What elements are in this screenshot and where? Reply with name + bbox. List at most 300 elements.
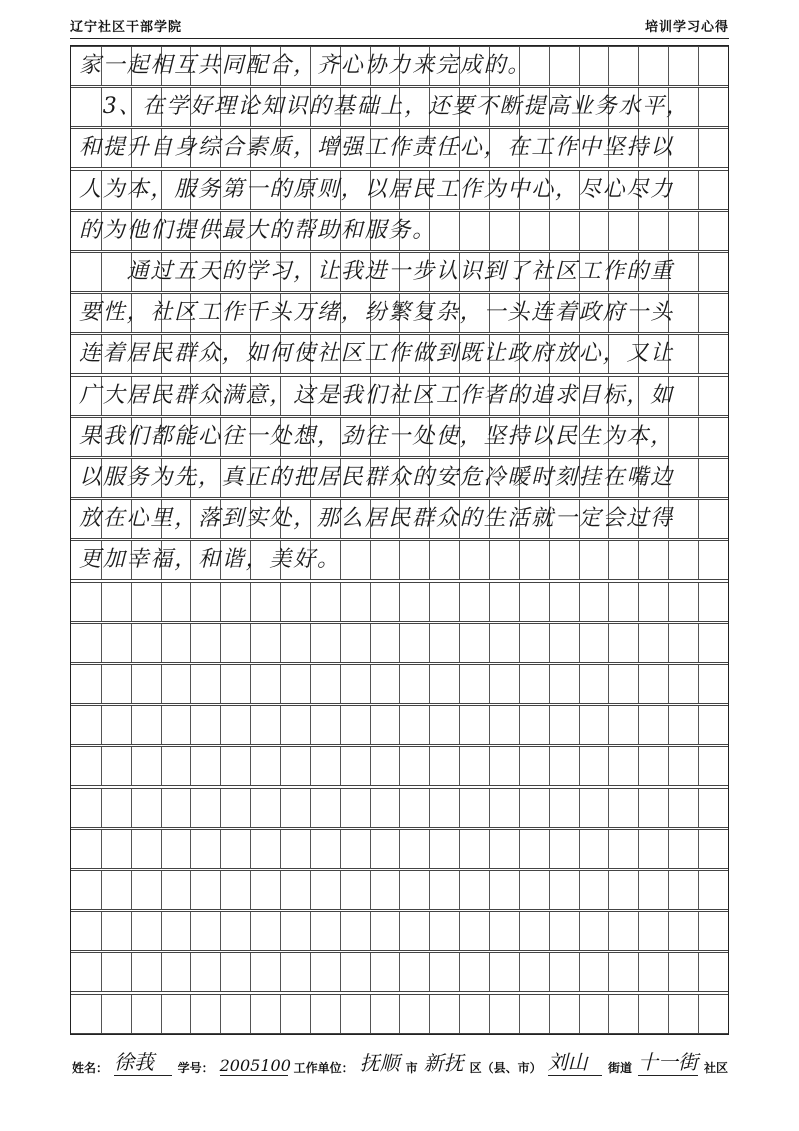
grid-cell	[340, 541, 370, 579]
grid-cell	[519, 871, 549, 909]
grid-cell	[549, 706, 579, 744]
grid-cell	[579, 47, 609, 85]
grid-cell	[429, 541, 459, 579]
grid-cell	[220, 706, 250, 744]
grid-cell	[71, 624, 101, 662]
grid-cell	[489, 665, 519, 703]
grid-cell	[698, 294, 728, 332]
handwritten-line: 通过五天的学习，让我进一步认识到了社区工作的重	[79, 259, 675, 284]
grid-cell	[370, 665, 400, 703]
grid-cell	[579, 789, 609, 827]
grid-cell	[429, 871, 459, 909]
grid-cell	[340, 871, 370, 909]
grid-cell	[310, 789, 340, 827]
grid-cell	[399, 706, 429, 744]
grid-cell	[161, 624, 191, 662]
grid-cell	[698, 747, 728, 785]
grid-cell	[190, 789, 220, 827]
grid-cell	[489, 541, 519, 579]
document-type: 培训学习心得	[644, 20, 729, 35]
grid-cell	[131, 747, 161, 785]
grid-cell	[638, 995, 668, 1033]
grid-cell	[608, 830, 638, 868]
grid-cell	[698, 335, 728, 373]
grid-cell	[668, 624, 698, 662]
grid-cell	[190, 747, 220, 785]
grid-cell	[489, 706, 519, 744]
grid-cell	[519, 706, 549, 744]
grid-cell	[399, 583, 429, 621]
grid-cell	[370, 624, 400, 662]
handwritten-line: 放在心里，落到实处，那么居民群众的生活就一定会过得	[79, 506, 675, 532]
handwritten-line: 的为他们提供最大的帮助和服务。	[79, 217, 437, 243]
handwritten-line: 3、在学好理论知识的基础上，还要不断提高业务水平，	[79, 94, 690, 120]
grid-cell	[608, 541, 638, 579]
grid-cell	[668, 541, 698, 579]
grid-cell	[310, 624, 340, 662]
street-label: 街道	[607, 1061, 632, 1075]
grid-cell	[250, 747, 280, 785]
grid-cell	[489, 789, 519, 827]
writing-grid	[70, 45, 729, 1035]
grid-cell	[638, 953, 668, 991]
grid-cell	[71, 747, 101, 785]
grid-cell	[608, 871, 638, 909]
grid-cell	[340, 665, 370, 703]
grid-cell	[549, 995, 579, 1033]
grid-cell	[131, 624, 161, 662]
grid-cell	[608, 665, 638, 703]
grid-cell	[698, 995, 728, 1033]
author-footer	[70, 1046, 730, 1076]
grid-cell	[220, 789, 250, 827]
grid-cell	[429, 912, 459, 950]
grid-cell	[161, 706, 191, 744]
grid-cell	[370, 830, 400, 868]
grid-cell	[698, 171, 728, 209]
student-id-value: 2005100	[219, 1056, 291, 1075]
grid-cell	[489, 995, 519, 1033]
grid-cell	[698, 706, 728, 744]
grid-cell	[101, 624, 131, 662]
grid-cell	[161, 995, 191, 1033]
grid-row	[71, 746, 728, 786]
grid-cell	[310, 912, 340, 950]
grid-cell	[519, 665, 549, 703]
grid-cell	[220, 995, 250, 1033]
grid-cell	[549, 912, 579, 950]
grid-cell	[668, 706, 698, 744]
grid-row	[71, 582, 728, 622]
city-value: 抚顺	[359, 1051, 400, 1075]
grid-cell	[489, 912, 519, 950]
grid-cell	[399, 747, 429, 785]
grid-cell	[698, 912, 728, 950]
grid-cell	[579, 871, 609, 909]
workplace-label: 工作单位：	[293, 1061, 354, 1075]
grid-cell	[549, 47, 579, 85]
grid-cell	[190, 830, 220, 868]
grid-cell	[489, 871, 519, 909]
grid-cell	[698, 459, 728, 497]
grid-cell	[101, 665, 131, 703]
grid-cell	[71, 665, 101, 703]
grid-cell	[608, 706, 638, 744]
handwritten-line: 更加幸福，和谐，美好。	[79, 547, 341, 573]
community-value: 十一街	[638, 1046, 698, 1076]
grid-cell	[280, 624, 310, 662]
grid-cell	[698, 871, 728, 909]
grid-cell	[101, 953, 131, 991]
grid-cell	[190, 583, 220, 621]
grid-cell	[190, 871, 220, 909]
handwritten-line: 要性，社区工作千头万绪，纷繁复杂，一头连着政府一头	[79, 300, 675, 326]
grid-cell	[638, 47, 668, 85]
grid-cell	[399, 624, 429, 662]
grid-cell	[399, 912, 429, 950]
grid-cell	[698, 624, 728, 662]
grid-cell	[698, 253, 728, 291]
grid-cell	[608, 747, 638, 785]
grid-cell	[399, 665, 429, 703]
grid-cell	[370, 871, 400, 909]
grid-cell	[220, 583, 250, 621]
grid-cell	[190, 665, 220, 703]
grid-cell	[579, 953, 609, 991]
grid-cell	[698, 830, 728, 868]
grid-cell	[608, 212, 638, 250]
header-divider	[70, 38, 729, 39]
grid-cell	[638, 871, 668, 909]
grid-cell	[579, 706, 609, 744]
student-id-label: 学号：	[177, 1061, 214, 1075]
grid-cell	[429, 747, 459, 785]
grid-cell	[668, 912, 698, 950]
grid-cell	[340, 706, 370, 744]
grid-cell	[71, 953, 101, 991]
grid-cell	[161, 789, 191, 827]
grid-cell	[549, 747, 579, 785]
grid-cell	[579, 212, 609, 250]
grid-cell	[608, 624, 638, 662]
grid-cell	[549, 212, 579, 250]
grid-cell	[459, 706, 489, 744]
grid-cell	[310, 995, 340, 1033]
grid-cell	[638, 789, 668, 827]
grid-cell	[698, 500, 728, 538]
grid-cell	[101, 995, 131, 1033]
grid-cell	[161, 583, 191, 621]
grid-cell	[370, 541, 400, 579]
grid-cell	[489, 747, 519, 785]
grid-cell	[519, 624, 549, 662]
grid-cell	[579, 912, 609, 950]
grid-cell	[161, 871, 191, 909]
grid-cell	[638, 706, 668, 744]
grid-cell	[549, 871, 579, 909]
grid-cell	[340, 953, 370, 991]
grid-cell	[459, 871, 489, 909]
grid-cell	[220, 624, 250, 662]
grid-cell	[280, 953, 310, 991]
grid-cell	[399, 871, 429, 909]
district-label: 区（县、市）	[469, 1061, 542, 1075]
grid-cell	[131, 789, 161, 827]
grid-cell	[519, 789, 549, 827]
grid-cell	[250, 830, 280, 868]
grid-cell	[698, 541, 728, 579]
name-label: 姓名：	[72, 1061, 109, 1075]
grid-cell	[549, 665, 579, 703]
grid-cell	[340, 789, 370, 827]
grid-cell	[310, 583, 340, 621]
grid-cell	[459, 541, 489, 579]
grid-cell	[190, 995, 220, 1033]
grid-cell	[489, 830, 519, 868]
county-value: 刘山	[548, 1046, 602, 1076]
grid-cell	[668, 871, 698, 909]
grid-cell	[71, 789, 101, 827]
grid-cell	[608, 583, 638, 621]
grid-cell	[638, 665, 668, 703]
district-value: 新抚	[423, 1051, 464, 1075]
grid-cell	[131, 871, 161, 909]
grid-cell	[638, 212, 668, 250]
grid-cell	[310, 747, 340, 785]
grid-cell	[459, 789, 489, 827]
grid-cell	[101, 871, 131, 909]
grid-cell	[161, 830, 191, 868]
grid-cell	[220, 953, 250, 991]
grid-row	[71, 664, 728, 704]
grid-cell	[579, 747, 609, 785]
grid-cell	[519, 541, 549, 579]
grid-cell	[459, 830, 489, 868]
grid-cell	[579, 830, 609, 868]
grid-cell	[459, 995, 489, 1033]
grid-cell	[190, 912, 220, 950]
grid-cell	[668, 665, 698, 703]
grid-row	[71, 994, 728, 1034]
handwritten-line: 连着居民群众，如何使社区工作做到既让政府放心，又让	[79, 341, 675, 367]
handwritten-line: 以服务为先，真正的把居民群众的安危冷暖时刻挂在嘴边	[79, 465, 675, 490]
grid-cell	[519, 953, 549, 991]
grid-cell	[250, 789, 280, 827]
grid-cell	[370, 912, 400, 950]
grid-cell	[280, 583, 310, 621]
grid-cell	[280, 995, 310, 1033]
grid-cell	[459, 953, 489, 991]
grid-cell	[190, 953, 220, 991]
grid-row	[71, 623, 728, 663]
grid-cell	[698, 789, 728, 827]
grid-cell	[310, 706, 340, 744]
grid-cell	[310, 665, 340, 703]
grid-cell	[668, 212, 698, 250]
grid-cell	[190, 624, 220, 662]
grid-cell	[608, 995, 638, 1033]
grid-cell	[71, 871, 101, 909]
handwritten-line: 家一起相互共同配合，齐心协力来完成的。	[79, 53, 532, 78]
grid-cell	[638, 912, 668, 950]
grid-cell	[668, 789, 698, 827]
grid-cell	[429, 830, 459, 868]
grid-cell	[310, 871, 340, 909]
grid-cell	[131, 995, 161, 1033]
grid-cell	[608, 789, 638, 827]
grid-cell	[370, 789, 400, 827]
handwritten-line: 广大居民群众满意，这是我们社区工作者的追求目标，如	[79, 382, 675, 408]
grid-cell	[250, 871, 280, 909]
grid-cell	[101, 706, 131, 744]
grid-cell	[519, 747, 549, 785]
grid-cell	[638, 541, 668, 579]
grid-cell	[340, 995, 370, 1033]
grid-cell	[310, 953, 340, 991]
grid-cell	[399, 541, 429, 579]
grid-cell	[549, 830, 579, 868]
grid-cell	[399, 789, 429, 827]
grid-cell	[579, 624, 609, 662]
grid-cell	[190, 706, 220, 744]
grid-cell	[519, 995, 549, 1033]
grid-cell	[698, 47, 728, 85]
grid-cell	[608, 47, 638, 85]
grid-cell	[131, 953, 161, 991]
grid-cell	[250, 706, 280, 744]
grid-cell	[459, 624, 489, 662]
grid-cell	[579, 541, 609, 579]
grid-cell	[370, 995, 400, 1033]
grid-cell	[429, 706, 459, 744]
grid-cell	[638, 830, 668, 868]
grid-cell	[549, 789, 579, 827]
grid-cell	[161, 747, 191, 785]
grid-cell	[131, 912, 161, 950]
grid-cell	[638, 747, 668, 785]
grid-cell	[131, 706, 161, 744]
grid-row	[71, 788, 728, 828]
grid-cell	[399, 830, 429, 868]
name-value: 徐莪	[114, 1046, 172, 1076]
grid-cell	[340, 912, 370, 950]
grid-cell	[399, 953, 429, 991]
handwritten-line: 和提升自身综合素质，增强工作责任心，在工作中坚持以	[79, 135, 675, 161]
grid-cell	[459, 583, 489, 621]
grid-row	[71, 911, 728, 951]
grid-cell	[280, 665, 310, 703]
grid-cell	[429, 789, 459, 827]
grid-cell	[489, 212, 519, 250]
grid-cell	[131, 583, 161, 621]
grid-cell	[668, 47, 698, 85]
grid-cell	[101, 912, 131, 950]
grid-cell	[519, 583, 549, 621]
grid-cell	[459, 665, 489, 703]
grid-cell	[579, 665, 609, 703]
grid-cell	[280, 912, 310, 950]
grid-cell	[370, 706, 400, 744]
grid-cell	[489, 583, 519, 621]
grid-cell	[668, 583, 698, 621]
grid-cell	[549, 583, 579, 621]
grid-cell	[250, 953, 280, 991]
grid-cell	[101, 583, 131, 621]
grid-cell	[668, 953, 698, 991]
grid-cell	[698, 129, 728, 167]
grid-cell	[698, 212, 728, 250]
grid-cell	[429, 665, 459, 703]
grid-cell	[131, 830, 161, 868]
grid-cell	[220, 665, 250, 703]
grid-cell	[638, 583, 668, 621]
grid-cell	[519, 212, 549, 250]
grid-cell	[429, 995, 459, 1033]
grid-cell	[161, 912, 191, 950]
grid-cell	[161, 665, 191, 703]
grid-cell	[698, 665, 728, 703]
grid-cell	[220, 830, 250, 868]
grid-cell	[668, 747, 698, 785]
grid-cell	[668, 995, 698, 1033]
grid-cell	[131, 665, 161, 703]
grid-cell	[370, 583, 400, 621]
grid-cell	[340, 624, 370, 662]
grid-cell	[399, 995, 429, 1033]
grid-cell	[459, 212, 489, 250]
grid-cell	[280, 747, 310, 785]
grid-cell	[579, 583, 609, 621]
grid-cell	[698, 88, 728, 126]
grid-cell	[608, 953, 638, 991]
grid-cell	[71, 912, 101, 950]
grid-cell	[549, 541, 579, 579]
grid-cell	[250, 665, 280, 703]
grid-cell	[220, 747, 250, 785]
grid-cell	[280, 706, 310, 744]
grid-cell	[638, 624, 668, 662]
community-label: 社区	[703, 1061, 728, 1075]
grid-cell	[549, 953, 579, 991]
grid-cell	[101, 747, 131, 785]
grid-cell	[608, 912, 638, 950]
grid-cell	[429, 953, 459, 991]
grid-cell	[340, 583, 370, 621]
grid-cell	[101, 830, 131, 868]
grid-cell	[549, 624, 579, 662]
grid-cell	[161, 953, 191, 991]
grid-cell	[250, 583, 280, 621]
grid-cell	[71, 706, 101, 744]
grid-cell	[519, 912, 549, 950]
grid-cell	[71, 583, 101, 621]
grid-cell	[220, 871, 250, 909]
grid-cell	[71, 830, 101, 868]
institution-name: 辽宁社区干部学院	[70, 20, 183, 35]
grid-row	[71, 952, 728, 992]
grid-cell	[370, 953, 400, 991]
grid-cell	[489, 953, 519, 991]
grid-cell	[370, 747, 400, 785]
grid-cell	[698, 953, 728, 991]
grid-row	[71, 870, 728, 910]
grid-cell	[579, 995, 609, 1033]
grid-cell	[489, 624, 519, 662]
grid-cell	[101, 789, 131, 827]
grid-cell	[340, 747, 370, 785]
grid-row	[71, 829, 728, 869]
handwritten-line: 果我们都能心往一处想，劲往一处使，坚持以民生为本，	[79, 423, 675, 449]
